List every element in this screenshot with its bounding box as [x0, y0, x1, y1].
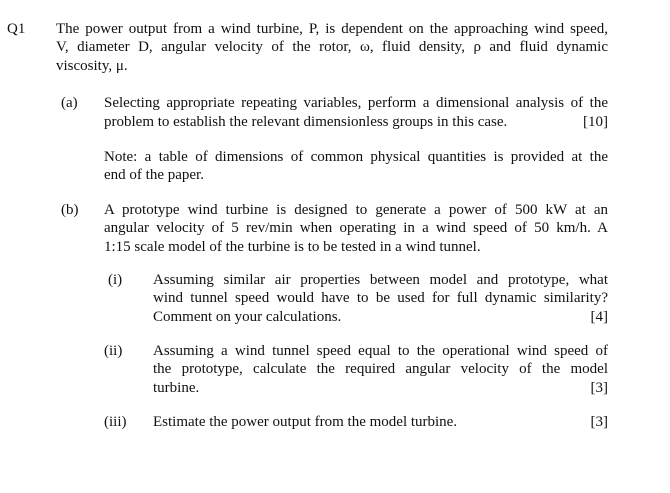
subpart-iii-line: Estimate the power output from the model turbine.	[153, 414, 458, 430]
subpart-iii-marks: [3]	[590, 414, 608, 430]
subpart-ii-label: (ii)	[104, 343, 123, 359]
part-a-line: Selecting appropriate repeating variables, perform a dimensional analysis of the	[104, 95, 608, 111]
part-b-line: 1:15 scale model of the turbine is to be tested in a wind tunnel.	[104, 239, 481, 255]
subpart-i-label: (i)	[108, 272, 123, 288]
part-a-label: (a)	[61, 95, 78, 111]
subpart-i-line: Comment on your calculations.	[153, 309, 342, 325]
subpart-ii-marks: [3]	[590, 380, 608, 396]
subpart-i-line: wind tunnel speed would have to be used for full dynamic similarity?	[153, 290, 608, 306]
stem-line: V, diameter D, angular velocity of the rotor, ω, fluid density, ρ and fluid dynamic	[56, 39, 608, 55]
part-a-line: problem to establish the relevant dimensionless groups in this case.	[104, 114, 508, 130]
part-b-line: A prototype wind turbine is designed to generate a power of 500 kW at an	[104, 202, 608, 218]
subpart-i-marks: [4]	[590, 309, 608, 325]
stem-line: The power output from a wind turbine, P, is dependent on the approaching wind speed,	[56, 21, 608, 37]
subpart-ii-line: turbine.	[153, 380, 200, 396]
note-line: Note: a table of dimensions of common physical quantities is provided at the	[104, 149, 608, 165]
subpart-i-line: Assuming similar air properties between model and prototype, what	[153, 272, 608, 288]
part-a-marks: [10]	[583, 114, 608, 130]
part-b-label: (b)	[61, 202, 79, 218]
note-line: end of the paper.	[104, 167, 204, 183]
part-b-line: angular velocity of 5 rev/min when operating in a wind speed of 50 km/h. A	[104, 220, 608, 236]
subpart-ii-line: the prototype, calculate the required angular velocity of the model	[153, 361, 608, 377]
question-number: Q1	[7, 21, 26, 37]
stem-line: viscosity, μ.	[56, 58, 128, 74]
subpart-ii-line: Assuming a wind tunnel speed equal to the operational wind speed of	[153, 343, 608, 359]
subpart-iii-label: (iii)	[104, 414, 127, 430]
